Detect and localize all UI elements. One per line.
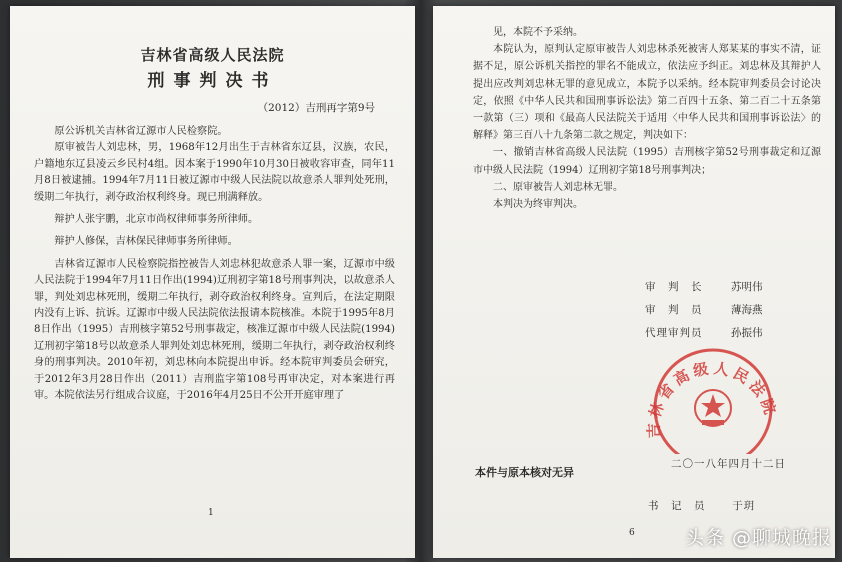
signature-title: 代理审判员 [645,327,703,339]
judgment-page-right [433,6,835,558]
page-number: 6 [629,528,635,538]
court-name: 吉林省高级人民法院 [140,46,285,64]
watermark: 头条 @聊城晚报 [684,527,832,549]
seal-emblem-icon [695,390,731,426]
paragraph-defendant: 原审被告人刘忠林，男，1968年12月出生于吉林省东辽县，汉族，农民，户籍地东辽县凌云乡民村4组。因本案于1990年10月30日被收容审查，同年11月8日被逮捕。1994年7月11日被辽源市中级人民法院以故意杀人罪判处死刑，缓期二年执行，剥夺政治权利终身。现已刑满释放。 [34,142,395,203]
signature-name: 苏明伟 [731,281,763,293]
signature-row [645,322,763,345]
signature-row [645,276,763,299]
signature-title: 审 判 员 [645,304,703,316]
signature-title: 审 判 长 [645,281,703,293]
clerk-row [648,498,755,513]
signature-name: 孙振伟 [731,327,763,339]
page-number: 1 [208,508,214,518]
signature-name: 薄海燕 [731,304,763,316]
paragraph-final: 本判决为终审判决。 [493,199,583,211]
right-body-text [473,24,821,213]
paragraph-court-opinion: 本院认为，原判认定原审被告人刘忠林杀死被害人郑某某的事实不清，证据不足，原公诉机关指控的罪名不能成立，依法应予纠正。刘忠林及其辩护人提出应改判刘忠林无罪的意见成立，本院予以采纳。经本院审判委员会讨论决定，依照《中华人民共和国刑事诉讼法》第二百四十五条、第二百二十五条第一款第（三）项和《最高人民法院关于适用〈中华人民共和国刑事诉讼法〉的解释》第三百八十九条第二款之规定，判决如下： [473,44,821,142]
court-seal-icon [638,346,788,454]
seal-text: 吉林省高级人民法院 [644,359,781,439]
signature-block [645,276,763,345]
paragraph-continuation: 见，本院不予采纳。 [493,27,583,38]
paragraph-defender-1: 辩护人张宇鹏，北京市尚权律师事务所律师。 [54,214,259,226]
paragraph-defender-2: 辩护人修保，吉林保民律师事务所律师。 [54,236,238,248]
paragraph-case-history: 吉林省辽源市人民检察院指控被告人刘忠林犯故意杀人罪一案，辽源市中级人民法院于1994年7月11日作出(1994)辽刑初字第18号刑事判决，以故意杀人罪，判处刘忠林死刑，缓期二年执行，剥夺政治权利终身。宣判后，在法定期限内没有上诉、抗诉。辽源市中级人民法院依法报请本院核准。本院于1995年8月8日作出（1995）吉刑核字第52号刑事裁定，核准辽源市中级人民法院(1994)辽刑初字第18号以故意杀人罪判处刘忠林死刑，缓期二年执行，剥夺政治权利终身的刑事判决。2010年初，刘忠林向本院提出申诉。经本院审判委员会研究，于2012年3月28日作出（2011）吉刑监字第108号再审决定，对本案进行再审。本院依法另行组成合议庭，于2016年4月25日不公开开庭审理了 [34,258,395,402]
clerk-title: 书 记 员 [648,500,706,512]
document-type: 刑事判决书 [147,71,278,91]
paragraph-ruling-1: 一、撤销吉林省高级人民法院（1995）吉刑核字第52号刑事裁定和辽源市中级人民法院（1994）辽刑初字第18号刑事判决； [473,147,821,176]
left-body-text [34,124,395,405]
clerk-name: 于玥 [732,500,756,512]
signature-row [645,299,763,322]
judgment-date: 二〇一八年四月十二日 [671,458,786,470]
judgment-page-left [10,6,415,558]
paragraph-prosecutor: 原公诉机关吉林省辽源市人民检察院。 [54,126,228,137]
paragraph-ruling-2: 二、原审被告人刘忠林无罪。 [493,181,623,193]
case-number: （2012）吉刑再字第9号 [257,102,375,114]
verification-note: 本件与原本核对无异 [475,466,574,479]
